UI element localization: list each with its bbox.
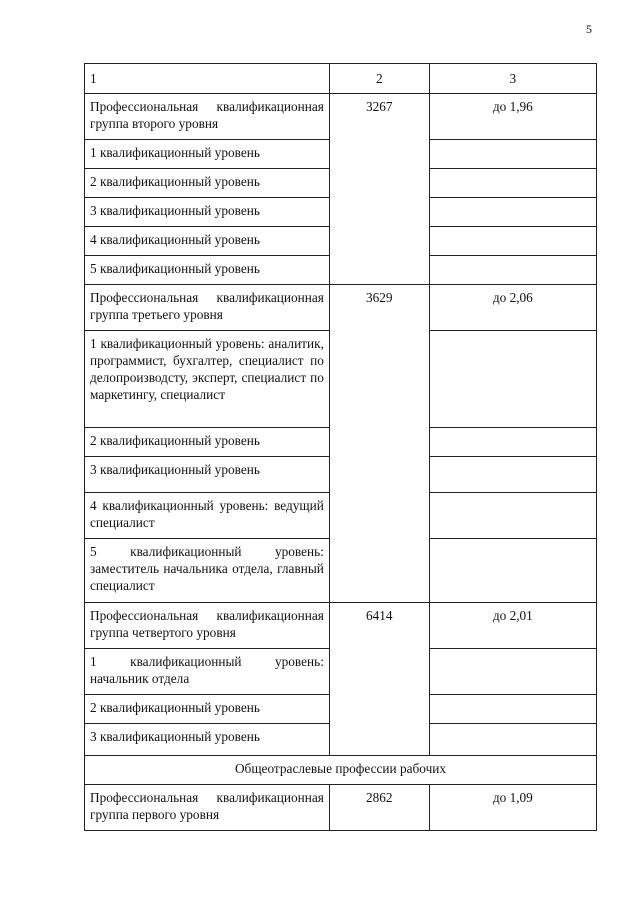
level-name-cell: 1 квалификационный уровень xyxy=(85,140,330,169)
level-name-cell: 2 квалификационный уровень xyxy=(85,169,330,198)
empty-coefficient-cell xyxy=(429,198,596,227)
empty-coefficient-cell xyxy=(429,331,596,428)
column-header-1: 1 xyxy=(85,64,330,94)
level-name-cell: 2 квалификационный уровень xyxy=(85,695,330,724)
level-name-cell: 1 квалификационный уровень: начальник отдела xyxy=(85,649,330,695)
column-header-2: 2 xyxy=(329,64,429,94)
level-name-cell: 2 квалификационный уровень xyxy=(85,428,330,457)
level-name-cell: 4 квалификационный уровень xyxy=(85,227,330,256)
table-row xyxy=(85,785,597,831)
coefficient-cell: до 2,01 xyxy=(429,603,596,649)
empty-coefficient-cell xyxy=(429,140,596,169)
empty-coefficient-cell xyxy=(429,256,596,285)
section-heading: Общеотраслевые профессии рабочих xyxy=(85,756,597,785)
column-header-3: 3 xyxy=(429,64,596,94)
table-row xyxy=(85,756,597,785)
base-salary-cell: 2862 xyxy=(329,785,429,831)
group-name-cell: Профессиональная квалификационная группа второго уровня xyxy=(85,94,330,140)
page-number: 5 xyxy=(586,22,592,36)
salary-table xyxy=(84,63,597,831)
group-name-cell: Профессиональная квалификационная группа третьего уровня xyxy=(85,285,330,331)
group-name-cell: Профессиональная квалификационная группа четвертого уровня xyxy=(85,603,330,649)
table-row xyxy=(85,285,597,331)
level-name-cell: 5 квалификационный уровень xyxy=(85,256,330,285)
table-row xyxy=(85,603,597,649)
level-name-cell: 5 квалификационный уровень: заместитель начальника отдела, главный специалист xyxy=(85,539,330,603)
base-salary-cell: 3629 xyxy=(329,285,429,603)
empty-coefficient-cell xyxy=(429,457,596,493)
level-name-cell: 1 квалификационный уровень: аналитик, программист, бухгалтер, специалист по делопроизводсту, эксперт, специалист по маркетингу, специалист xyxy=(85,331,330,428)
empty-coefficient-cell xyxy=(429,539,596,603)
empty-coefficient-cell xyxy=(429,649,596,695)
level-name-cell: 4 квалификационный уровень: ведущий специалист xyxy=(85,493,330,539)
coefficient-cell: до 1,96 xyxy=(429,94,596,140)
coefficient-cell: до 2,06 xyxy=(429,285,596,331)
empty-coefficient-cell xyxy=(429,169,596,198)
level-name-cell: 3 квалификационный уровень xyxy=(85,724,330,756)
empty-coefficient-cell xyxy=(429,724,596,756)
table-row xyxy=(85,94,597,140)
level-name-cell: 3 квалификационный уровень xyxy=(85,198,330,227)
group-name-cell: Профессиональная квалификационная группа первого уровня xyxy=(85,785,330,831)
empty-coefficient-cell xyxy=(429,227,596,256)
table-body xyxy=(85,94,597,831)
empty-coefficient-cell xyxy=(429,695,596,724)
table-header-row xyxy=(85,64,597,94)
base-salary-cell: 3267 xyxy=(329,94,429,285)
empty-coefficient-cell xyxy=(429,493,596,539)
base-salary-cell: 6414 xyxy=(329,603,429,756)
coefficient-cell: до 1,09 xyxy=(429,785,596,831)
empty-coefficient-cell xyxy=(429,428,596,457)
level-name-cell: 3 квалификационный уровень xyxy=(85,457,330,493)
